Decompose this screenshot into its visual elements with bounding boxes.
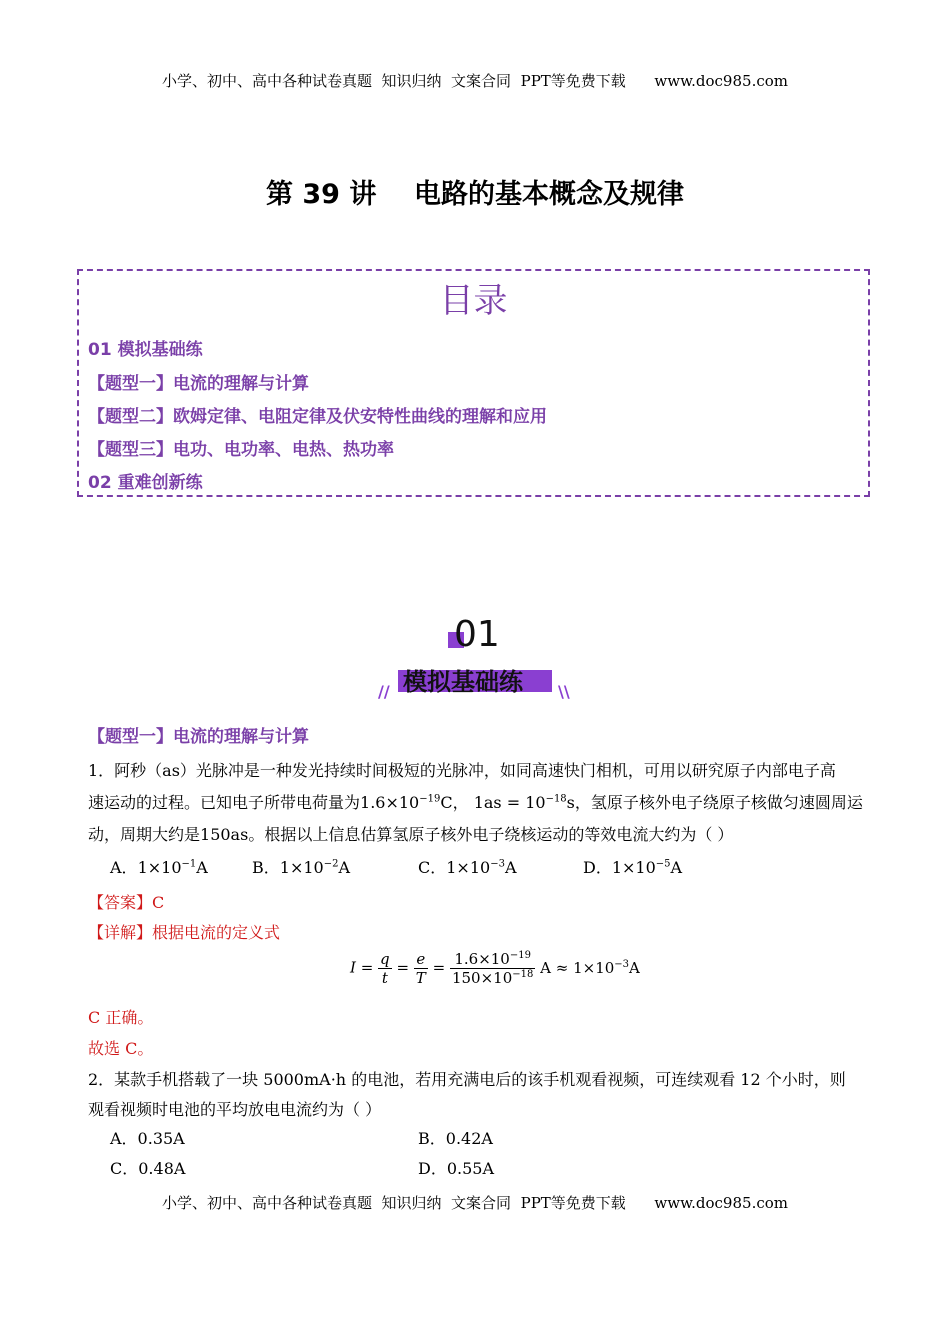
toc-item[interactable]: 01 模拟基础练 bbox=[88, 340, 203, 360]
page-footer: 小学、初中、高中各种试卷真题 知识归纳 文案合同 PPT等免费下载 www.doc985.com bbox=[161, 1194, 788, 1212]
toc-item[interactable]: 【题型一】电流的理解与计算 bbox=[88, 374, 309, 394]
question-1-line-2: 速运动的过程。已知电子所带电荷量为$1.6\times 10^{-19}C$， $1as = 10^{-18}s$，氢原子核外电子绕原子核做匀速圆周运 bbox=[88, 793, 863, 812]
explanation-line: 【详解】根据电流的定义式 bbox=[88, 923, 281, 942]
toc-item[interactable]: 【题型三】电功、电功率、电热、热功率 bbox=[88, 440, 394, 460]
section-banner bbox=[370, 614, 580, 701]
question-2-line-2: 观看视频时电池的平均放电电流约为（ ） bbox=[88, 1100, 382, 1119]
option-a[interactable]: A．$1\times 10^{-1}A$ bbox=[110, 858, 208, 877]
banner-number: 01 bbox=[454, 614, 500, 655]
banner-right-slashes: \\ bbox=[558, 682, 570, 701]
option-b[interactable]: B．$1\times 10^{-2}A$ bbox=[252, 858, 351, 877]
current-formula: I = $\frac{q}{t}$ = $\frac{e}{T}$ = $\frac{1.6\times 10^{-19}}{150\times 10^{-18}}$ $A \approx 1\times 10^{-3}A$ bbox=[350, 950, 640, 987]
toc-heading: 目录 bbox=[439, 281, 508, 321]
banner-label: 模拟基础练 bbox=[403, 668, 523, 696]
question-1-line-1: 1．阿秒（as）光脉冲是一种发光持续时间极短的光脉冲，如同高速快门相机，可用以研究原子内部电子高 bbox=[88, 761, 836, 780]
section-heading: 【题型一】电流的理解与计算 bbox=[88, 727, 309, 747]
page-title: 第 39 讲 电路的基本概念及规律 bbox=[266, 179, 684, 210]
option-c[interactable]: C．0.48A bbox=[110, 1159, 186, 1178]
page-header: 小学、初中、高中各种试卷真题 知识归纳 文案合同 PPT等免费下载 www.doc985.com bbox=[161, 72, 788, 90]
option-d[interactable]: D．0.55A bbox=[418, 1159, 495, 1178]
toc-item[interactable]: 【题型二】欧姆定律、电阻定律及伏安特性曲线的理解和应用 bbox=[88, 407, 547, 427]
option-d[interactable]: D．$1\times 10^{-5}A$ bbox=[583, 858, 683, 877]
banner-left-slashes: // bbox=[378, 682, 390, 701]
choice-text: 故选 C。 bbox=[88, 1039, 154, 1058]
table-of-contents bbox=[77, 269, 870, 497]
question-2-line-1: 2．某款手机搭载了一块 5000mA·h 的电池，若用充满电后的该手机观看视频，可连续观看 12 个小时，则 bbox=[88, 1070, 846, 1089]
answer-label: 【答案】C bbox=[88, 893, 165, 912]
toc-item[interactable]: 02 重难创新练 bbox=[88, 473, 203, 493]
question-1-line-3: 动，周期大约是150as。根据以上信息估算氢原子核外电子绕核运动的等效电流大约为（ ） bbox=[88, 825, 734, 844]
conclusion-text: C 正确。 bbox=[88, 1008, 154, 1027]
option-b[interactable]: B．0.42A bbox=[418, 1129, 493, 1148]
option-c[interactable]: C．$1\times 10^{-3}A$ bbox=[418, 858, 517, 877]
option-a[interactable]: A．0.35A bbox=[110, 1129, 185, 1148]
